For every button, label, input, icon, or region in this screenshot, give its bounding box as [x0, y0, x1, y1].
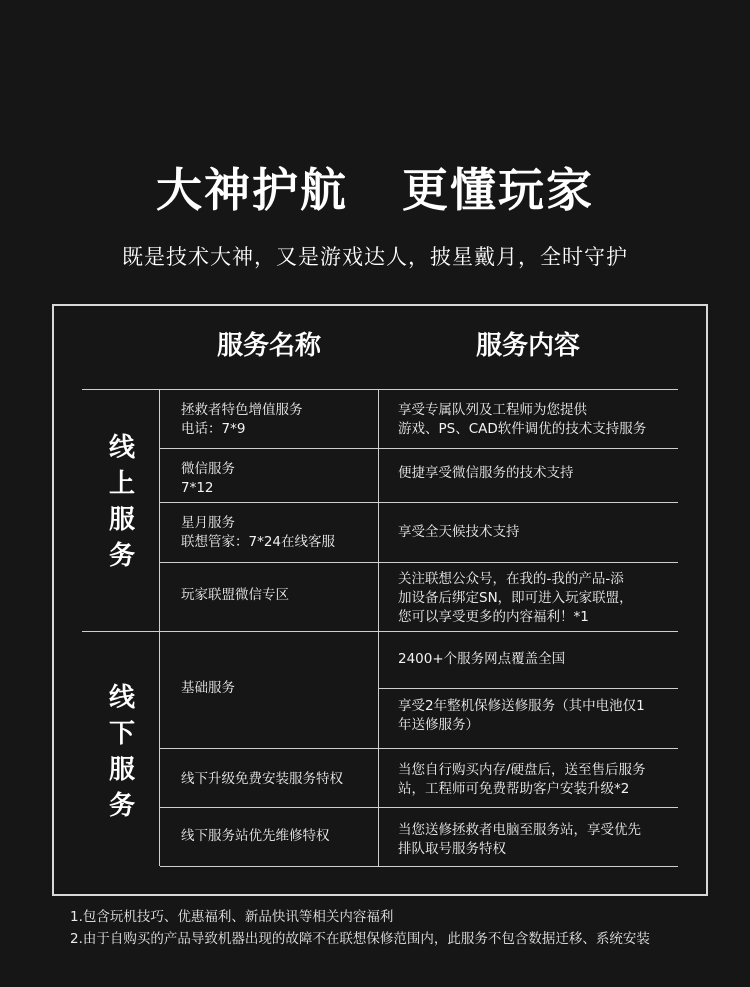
service-name-cell: 线下服务站优先维修特权 [181, 828, 330, 844]
service-name-cell: 线下升级免费安装服务特权 [181, 771, 343, 787]
service-content-cell: 便捷享受微信服务的技术支持 [398, 465, 574, 481]
table-line [82, 631, 678, 632]
table-line [160, 807, 678, 808]
table-line [82, 389, 678, 390]
table-line [160, 502, 678, 503]
table-line [378, 389, 379, 866]
service-content-cell: 享受全天候技术支持 [398, 524, 520, 540]
service-content-cell: 关注联想公众号，在我的-我的产品-添 加设备后绑定SN，即可进入玩家联盟， 您可以享受更多的内容福利！*1 [398, 571, 633, 625]
page-subtitle: 既是技术大神，又是游戏达人，披星戴月，全时守护 [122, 245, 628, 269]
service-name-cell: 拯救者特色增值服务 电话：7*9 [181, 402, 303, 437]
table-line [160, 748, 678, 749]
service-content-cell: 当您自行购买内存/硬盘后，送至售后服务 站，工程师可免费帮助客户安装升级*2 [398, 762, 646, 797]
service-content-cell: 享受专属队列及工程师为您提供 游戏、PS、CAD软件调优的技术支持服务 [398, 402, 647, 437]
service-name-cell: 基础服务 [181, 680, 235, 696]
table-line [160, 562, 678, 563]
footnote-2: 2.由于自购买的产品导致机器出现的故障不在联想保修范围内，此服务不包含数据迁移、系统安装 [70, 931, 650, 947]
group-online-service: 线 上 服 务 [108, 433, 135, 571]
service-name-cell: 微信服务 7*12 [181, 461, 235, 496]
table-line [378, 688, 678, 689]
footnote-1: 1.包含玩机技巧、优惠福利、新品快讯等相关内容福利 [70, 909, 394, 925]
table-line [160, 448, 678, 449]
service-content-cell: 2400+个服务网点覆盖全国 [398, 651, 566, 667]
service-content-cell: 享受2年整机保修送修服务（其中电池仅1 年送修服务） [398, 698, 645, 733]
service-name-cell: 星月服务 联想管家：7*24在线客服 [181, 515, 336, 550]
table-line [160, 866, 678, 867]
group-offline-service: 线 下 服 务 [108, 683, 135, 821]
page-title: 大神护航 更懂玩家 [155, 163, 595, 217]
service-content-cell: 当您送修拯救者电脑至服务站，享受优先 排队取号服务特权 [398, 822, 641, 857]
header-service-content: 服务内容 [475, 331, 580, 361]
service-name-cell: 玩家联盟微信专区 [181, 587, 289, 603]
header-service-name: 服务名称 [216, 331, 321, 361]
